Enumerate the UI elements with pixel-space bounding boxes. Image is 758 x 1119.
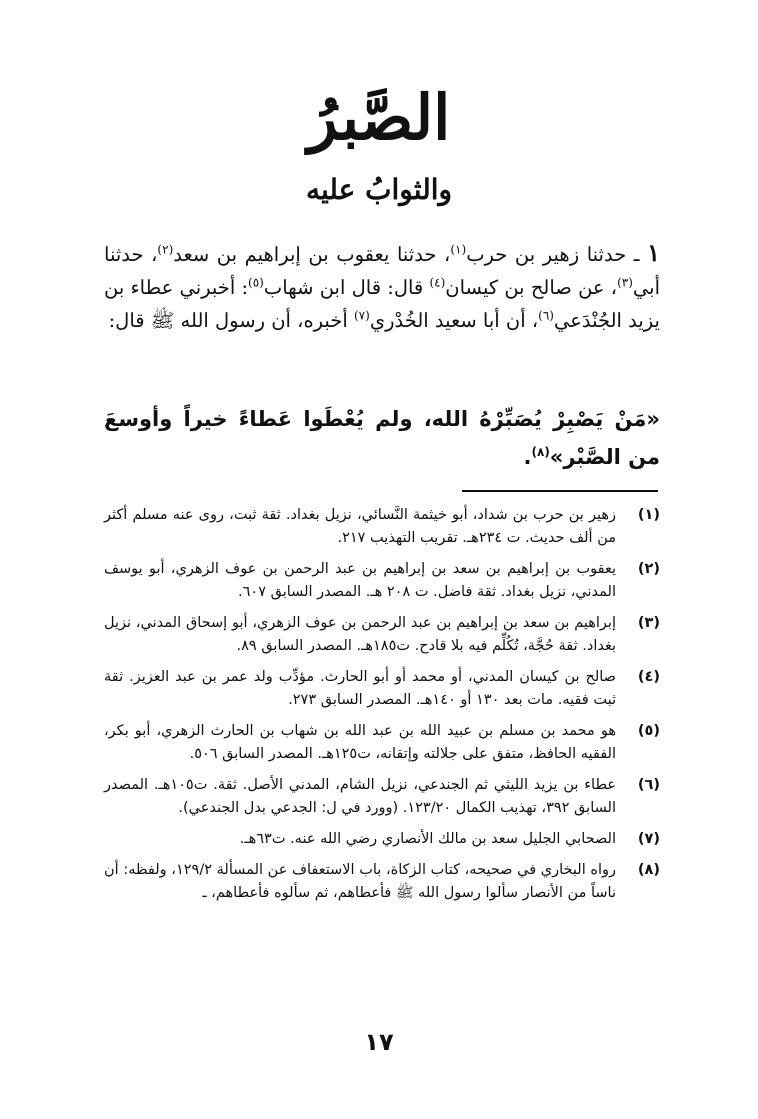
footnote-item xyxy=(104,720,660,766)
footnotes-list xyxy=(104,504,660,913)
footnote-number: (٤) xyxy=(637,669,660,685)
isnad-text-6: : أخبرني عطاء بن يزيد الجُنْدَعي xyxy=(104,276,660,332)
footnote-text: عطاء بن يزيد الليثي ثم الجندعي، نزيل الشام، المدني الأصل. ثقة. ت١٠٥هـ. المصدر السابق ٣٩٢، تهذيب الكمال ١٢٣/٢٠. (وورد في ل: الجدعي بدل الجندعي). xyxy=(104,777,616,816)
footnote-item xyxy=(104,828,660,851)
chapter-subtitle: والثوابُ عليه xyxy=(305,173,453,206)
footnote-text: صالح بن كيسان المدني، أو محمد أو أبو الحارث. مؤدِّب ولد عمر بن عبد العزيز. ثقة ثبت فقيه. مات بعد ١٣٠ أو ١٤٠هـ. المصدر السابق ٢٧٣. xyxy=(104,669,616,708)
footnote-ref-3: (٣) xyxy=(617,275,633,290)
footnote-ref-8: (٨) xyxy=(531,445,550,459)
chapter-title-block xyxy=(0,78,758,210)
footnote-ref-1: (١) xyxy=(450,242,467,257)
footnote-item xyxy=(104,558,660,604)
hadith-matn xyxy=(104,400,660,476)
footnote-text: الصحابي الجليل سعد بن مالك الأنصاري رضي الله عنه. ت٦٣هـ. xyxy=(239,831,616,847)
footnote-number: (٧) xyxy=(637,831,660,847)
footnote-item xyxy=(104,504,660,550)
hadith-number: ١ xyxy=(647,238,660,267)
matn-text: «مَنْ يَصْبِرْ يُصَبِّرْهُ الله، ولم يُعْطَوا عَطاءً خيراً وأوسعَ من الصَّبْر» xyxy=(104,407,660,469)
isnad-text-5: قال: قال ابن شهاب xyxy=(263,276,430,299)
footnote-ref-5: (٥) xyxy=(248,275,264,290)
hadith-isnad xyxy=(104,236,660,337)
page-number: ١٧ xyxy=(364,1028,394,1056)
isnad-text-4: ، عن صالح بن كيسان xyxy=(445,276,618,299)
isnad-text-3: ، حدثنا أبي xyxy=(104,243,660,299)
matn-end: . xyxy=(523,445,532,469)
isnad-text-7: ، أن أبا سعيد الخُدْري xyxy=(369,309,539,332)
footnote-number: (١) xyxy=(637,507,660,523)
footnote-text: رواه البخاري في صحيحه، كتاب الزكاة، باب الاستعفاف عن المسألة ١٢٩/٢، ولفظه: أن ناساً من الأنصار سألوا رسول الله ﷺ فأعطاهم، ثم سألوه فأعطاهم، ـ xyxy=(104,862,616,901)
footnote-item xyxy=(104,666,660,712)
footnote-item xyxy=(104,859,660,905)
isnad-text-2: ، حدثنا يعقوب بن إبراهيم بن سعد xyxy=(173,243,451,266)
footnote-ref-7: (٧) xyxy=(353,308,370,323)
footnote-text: زهير بن حرب بن شداد، أبو خيثمة النَّسائي، نزيل بغداد. ثقة ثبت، روى عنه مسلم أكثر من ألف حديث. ت ٢٣٤هـ. تقريب التهذيب ٢١٧. xyxy=(104,507,616,546)
footnote-number: (٦) xyxy=(637,777,660,793)
footnote-ref-4: (٤) xyxy=(429,275,446,290)
isnad-text-1: ـ حدثنا زهير بن حرب xyxy=(466,243,640,266)
footnote-item xyxy=(104,774,660,820)
footnote-number: (٨) xyxy=(637,862,660,878)
footnote-ref-6: (٦) xyxy=(538,308,554,323)
isnad-text-8: أخبره، أن رسول الله ﷺ قال: xyxy=(108,309,354,332)
footnote-number: (٥) xyxy=(637,723,660,739)
footnote-separator xyxy=(462,490,658,492)
isnad-paragraph xyxy=(104,236,660,337)
footnote-ref-2: (٢) xyxy=(157,242,174,257)
footnote-text: إبراهيم بن سعد بن إبراهيم بن عبد الرحمن بن عوف الزهري، أبو إسحاق المدني، نزيل بغداد. ثقة حُجَّة، تُكُلِّم فيه بلا قادح. ت١٨٥هـ. المصدر السابق ٨٩. xyxy=(104,615,616,654)
footnote-text: هو محمد بن مسلم بن عبيد الله بن عبد الله بن شهاب بن الحارث الزهري، أبو بكر، الفقيه الحافظ، متفق على جلالته وإتقانه، ت١٢٥هـ. المصدر السابق ٥٠٦. xyxy=(104,723,616,762)
footnote-text: يعقوب بن إبراهيم بن سعد بن إبراهيم بن عبد الرحمن بن عوف الزهري، أبو يوسف المدني، نزيل بغداد. ثقة فاضل. ت ٢٠٨ هـ. المصدر السابق ٦٠٧. xyxy=(104,561,616,600)
chapter-title: الصَّبرُ xyxy=(307,81,451,154)
footnote-number: (٢) xyxy=(637,561,660,577)
footnote-item xyxy=(104,612,660,658)
footnote-number: (٣) xyxy=(637,615,660,631)
